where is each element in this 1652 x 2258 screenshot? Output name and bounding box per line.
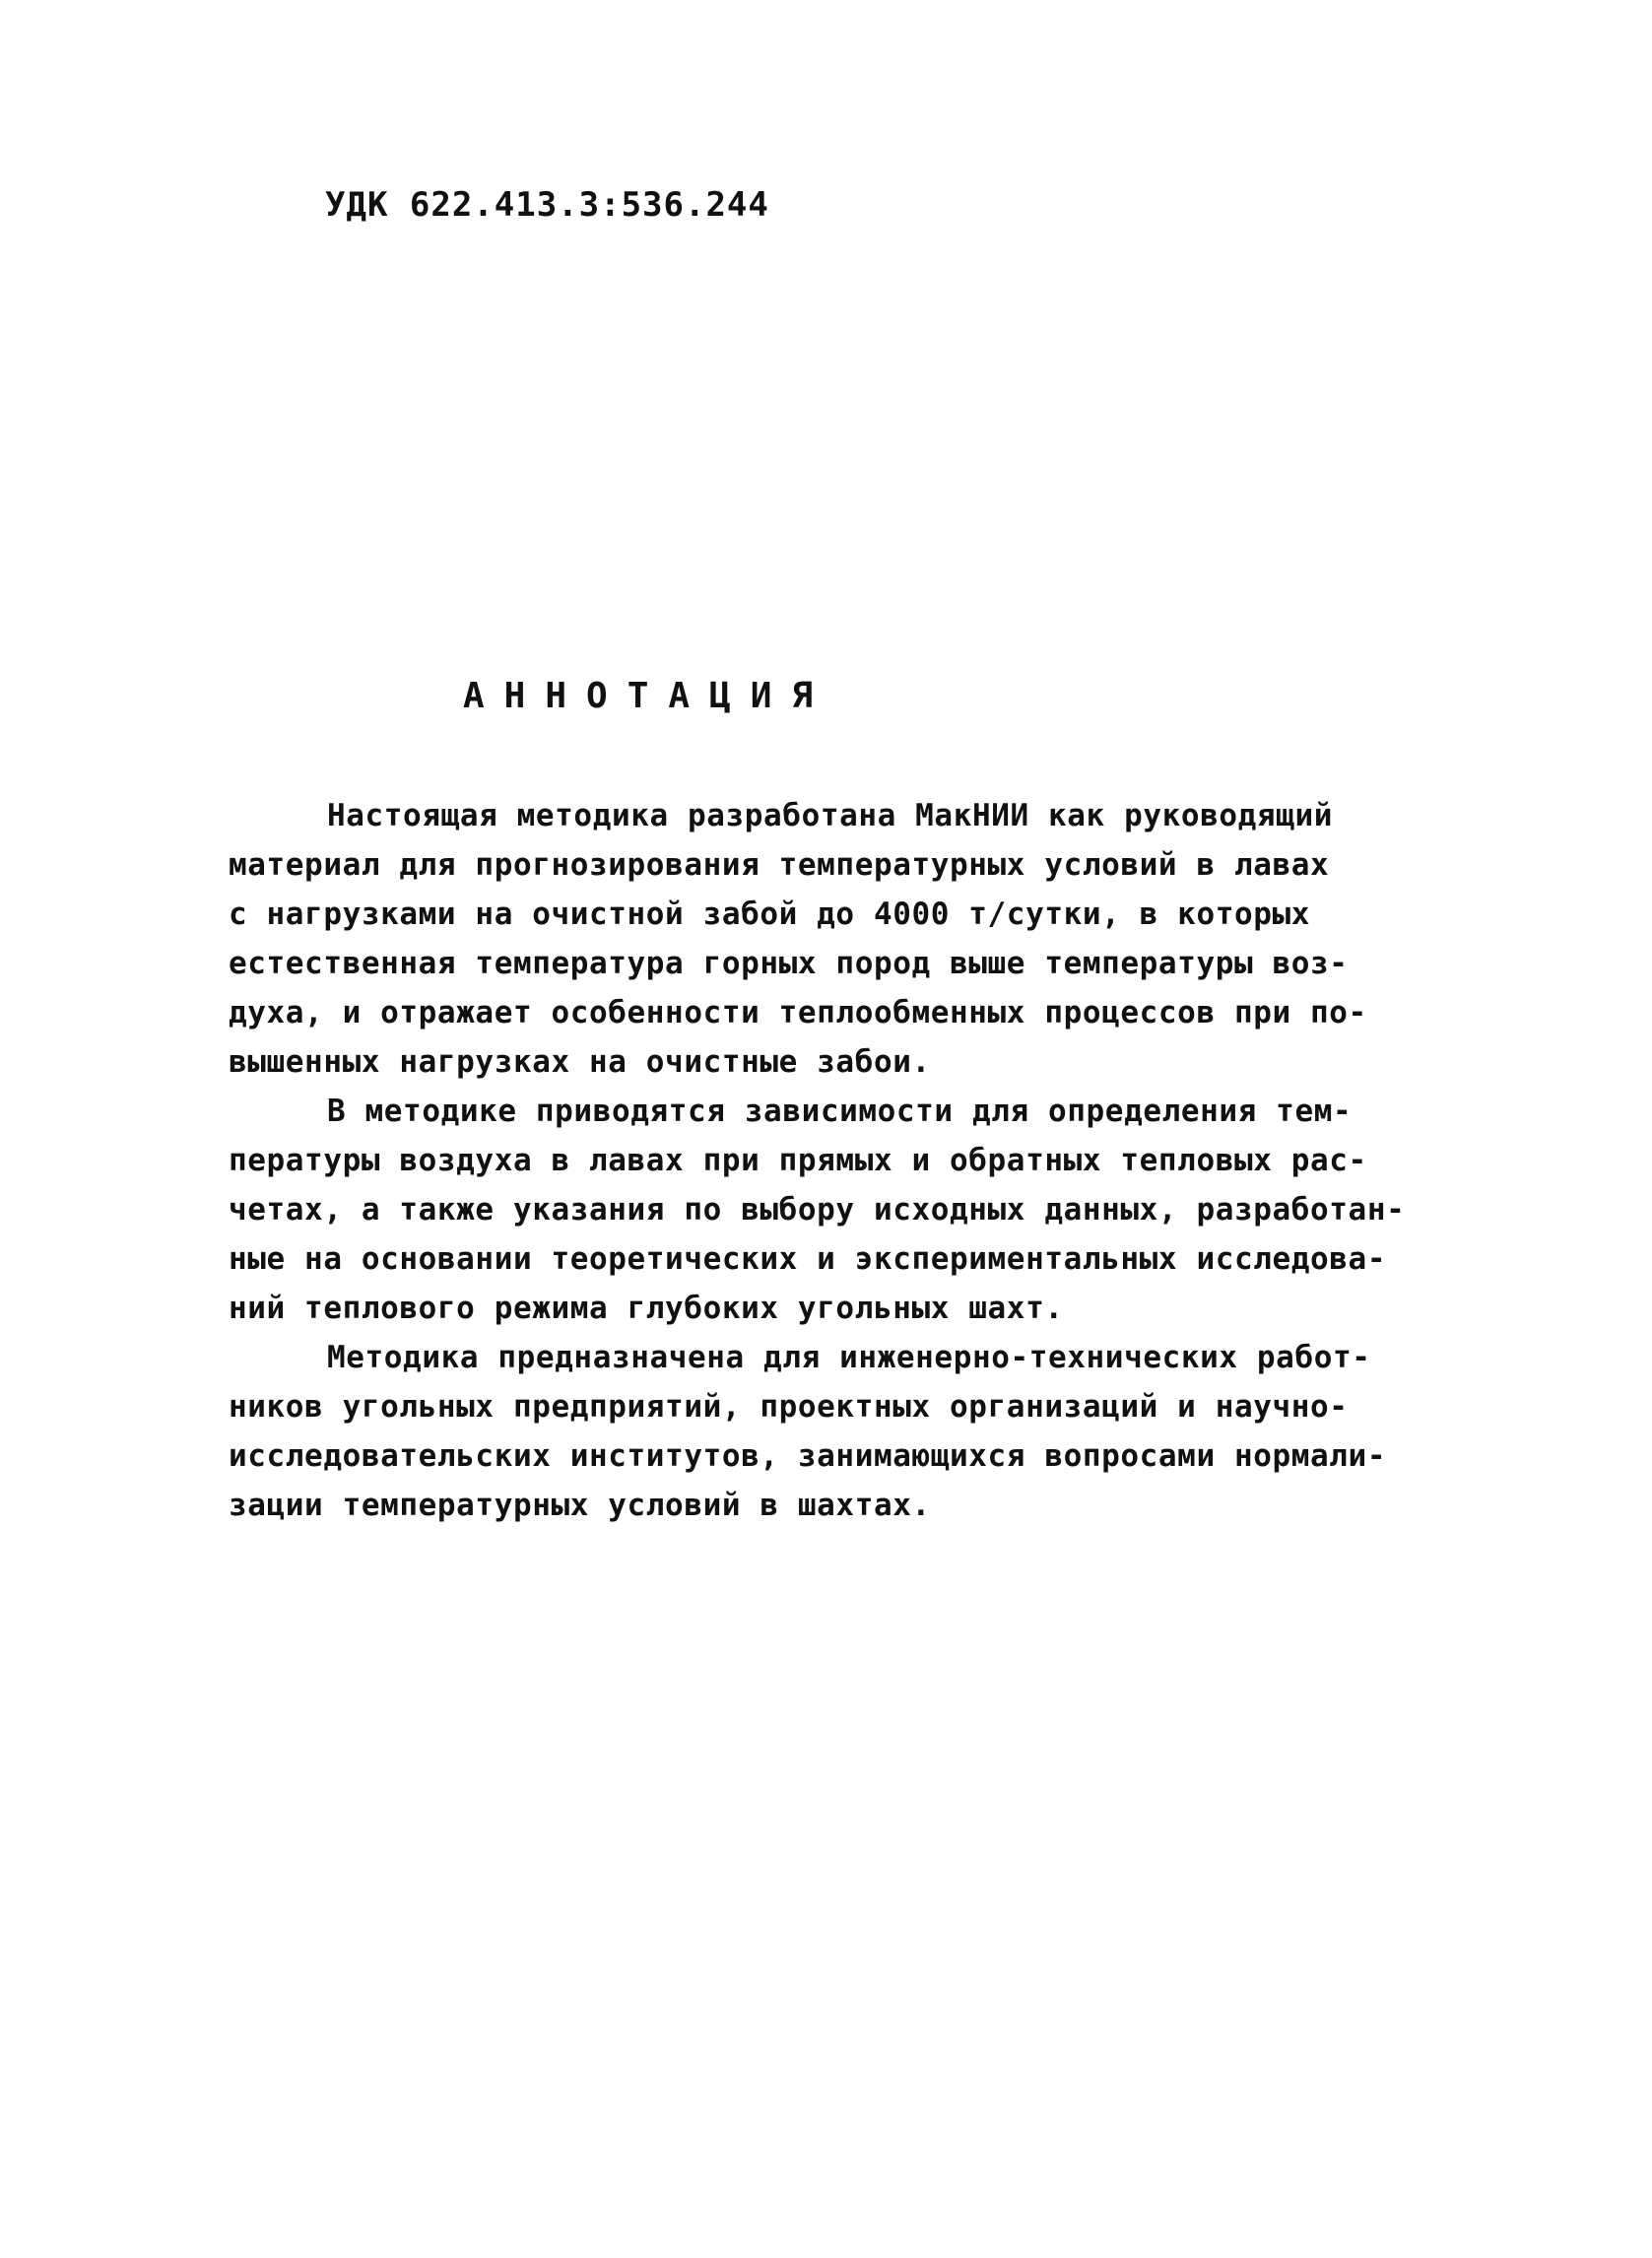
paragraph-2-line-5: ний теплового режима глубоких угольных шахт. <box>229 1291 1064 1326</box>
annotation-heading: АННОТАЦИЯ <box>463 676 833 716</box>
paragraph-1-line-3: с нагрузками на очистной забой до 4000 т/сутки, в которых <box>229 897 1311 932</box>
paragraph-3-line-1: Методика предназначена для инженерно-технических работ- <box>327 1340 1371 1375</box>
paragraph-2-line-3: четах, а также указания по выбору исходных данных, разработан- <box>229 1192 1406 1228</box>
udk-code: УДК 622.413.3:536.244 <box>325 185 769 225</box>
paragraph-1-line-5: духа, и отражает особенности теплообменных процессов при по- <box>229 995 1367 1030</box>
paragraph-3-line-3: исследовательских институтов, занимающихся вопросами нормали- <box>229 1438 1387 1474</box>
paragraph-2-line-4: ные на основании теоретических и экспериментальных исследова- <box>229 1241 1387 1277</box>
paragraph-1-line-2: материал для прогнозирования температурных условий в лавах <box>229 847 1330 883</box>
paragraph-1-line-4: естественная температура горных пород выше температуры воз- <box>229 946 1349 981</box>
paragraph-2-line-2: пературы воздуха в лавах при прямых и обратных тепловых рас- <box>229 1143 1367 1178</box>
paragraph-2-line-1: В методике приводятся зависимости для определения тем- <box>327 1094 1353 1129</box>
paragraph-3-line-4: зации температурных условий в шахтах. <box>229 1488 931 1523</box>
paragraph-1-line-1: Настоящая методика разработана МакНИИ как руководящий <box>327 798 1333 833</box>
paragraph-3-line-2: ников угольных предприятий, проектных организаций и научно- <box>229 1389 1349 1425</box>
paragraph-1-line-6: вышенных нагрузках на очистные забои. <box>229 1044 931 1080</box>
